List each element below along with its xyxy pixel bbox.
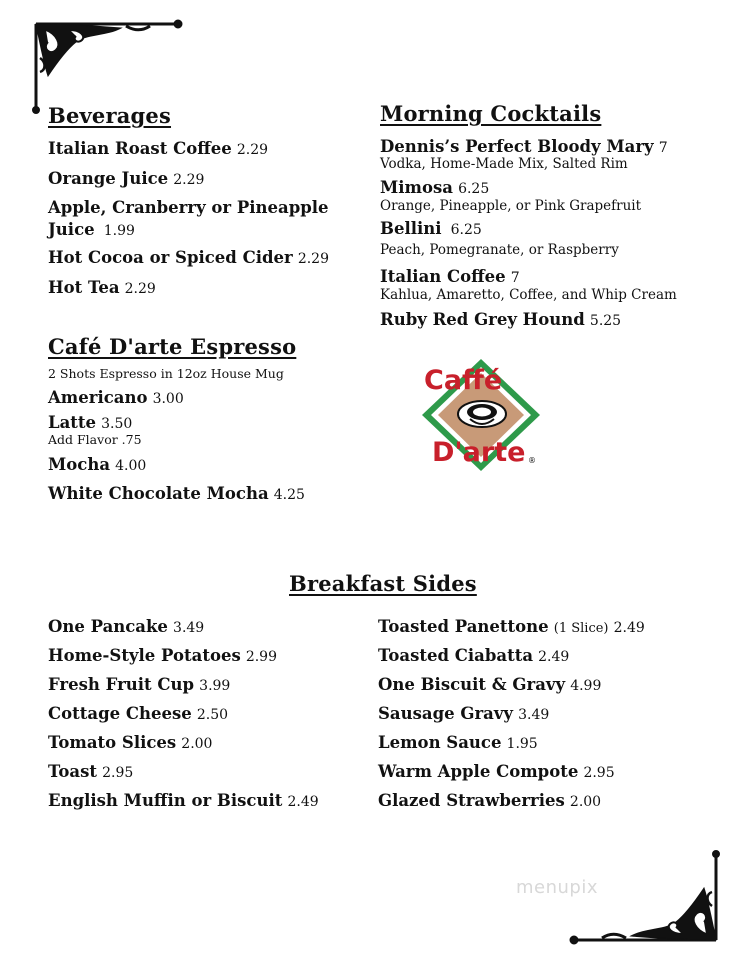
- menu-item: [378, 733, 538, 754]
- item-name: Orange Juice: [48, 169, 169, 188]
- menu-item: [48, 617, 204, 638]
- item-price: 6.25: [450, 222, 482, 238]
- item-price: 6.25: [458, 181, 490, 197]
- menupix-watermark: menupix: [516, 877, 599, 898]
- item-name: Glazed Strawberries: [378, 791, 565, 810]
- menu-item: [378, 646, 569, 667]
- item-name: Toasted Panettone: [378, 617, 549, 636]
- item-price: 2.29: [173, 172, 205, 188]
- logo-registered-mark: ®: [528, 456, 536, 465]
- espresso-subtitle: 2 Shots Espresso in 12oz House Mug: [48, 366, 284, 381]
- item-price: 2.50: [196, 707, 229, 723]
- item-name: White Chocolate Mocha: [48, 484, 269, 503]
- menu-item: [380, 219, 482, 240]
- item-price: 1.99: [103, 223, 135, 239]
- menu-item: [48, 388, 184, 409]
- item-name: One Biscuit & Gravy: [378, 675, 566, 694]
- menu-item: [48, 704, 228, 725]
- item-price: 7: [658, 140, 668, 156]
- item-note: (1 Slice): [553, 621, 609, 636]
- item-price: 4.25: [273, 487, 305, 503]
- item-name: Lemon Sauce: [378, 733, 502, 752]
- item-price: 2.95: [102, 765, 134, 781]
- item-name: Toasted Ciabatta: [378, 646, 534, 665]
- menu-item: [48, 169, 204, 190]
- menu-item: [48, 248, 329, 269]
- item-name: Italian Coffee: [380, 267, 506, 286]
- item-price: 2.29: [236, 142, 269, 158]
- item-name: Mimosa: [380, 178, 453, 197]
- item-name: Americano: [48, 388, 148, 407]
- item-price: 3.49: [173, 620, 205, 636]
- breakfast-sides-heading: Breakfast Sides: [289, 571, 477, 596]
- item-price: 2.95: [583, 765, 615, 781]
- item-name: Apple, Cranberry or Pineapple: [48, 198, 329, 217]
- item-description: Orange, Pineapple, or Pink Grapefruit: [380, 198, 642, 214]
- menu-item: [48, 733, 212, 754]
- espresso-heading: Café D'arte Espresso: [48, 334, 297, 359]
- menu-item: [378, 704, 549, 725]
- menu-item: [380, 267, 520, 288]
- item-price: 2.29: [297, 251, 329, 267]
- menu-item: [48, 413, 132, 434]
- item-price: 2.99: [245, 649, 277, 665]
- item-name: Hot Cocoa or Spiced Cider: [48, 248, 293, 267]
- item-description: Vodka, Home-Made Mix, Salted Rim: [380, 156, 628, 172]
- item-price: 1.95: [506, 736, 538, 752]
- item-price: 4.99: [570, 678, 602, 694]
- item-name: Mocha: [48, 455, 111, 474]
- item-name: Warm Apple Compote: [378, 762, 579, 781]
- item-price: 2.00: [569, 794, 602, 810]
- item-price: 2.49: [538, 649, 570, 665]
- item-name: Home-Style Potatoes: [48, 646, 241, 665]
- menu-item: [380, 310, 621, 331]
- beverages-heading: Beverages: [48, 103, 172, 128]
- menu-item: [48, 675, 230, 696]
- menu-item: [48, 791, 319, 812]
- corner-ornament-bottom-right-icon: [566, 850, 726, 950]
- item-description: Kahlua, Amaretto, Coffee, and Whip Cream: [380, 287, 677, 303]
- item-name: Ruby Red Grey Hound: [380, 310, 585, 329]
- item-name-line2: Juice: [48, 220, 95, 239]
- item-name: Italian Roast Coffee: [48, 139, 232, 158]
- item-name: Toast: [48, 762, 97, 781]
- menu-item: [378, 675, 601, 696]
- item-name: Dennis’s Perfect Bloody Mary: [380, 137, 654, 156]
- item-price: 4.00: [115, 458, 147, 474]
- menu-item: [48, 646, 277, 667]
- item-price: 2.49: [613, 620, 645, 636]
- menu-item: [48, 762, 133, 783]
- item-name: Cottage Cheese: [48, 704, 192, 723]
- menu-item: [48, 220, 135, 241]
- item-name: Fresh Fruit Cup: [48, 675, 195, 694]
- menu-item: [48, 139, 268, 160]
- item-name: Sausage Gravy: [378, 704, 514, 723]
- item-name: Bellini: [380, 219, 442, 238]
- menu-item: [48, 198, 329, 218]
- item-name: English Muffin or Biscuit: [48, 791, 283, 810]
- menu-item: [380, 178, 489, 199]
- item-price: 2.29: [124, 281, 156, 297]
- item-note: Add Flavor .75: [48, 432, 142, 447]
- item-price: 3.00: [152, 391, 184, 407]
- item-price: 2.00: [181, 736, 213, 752]
- menu-item: [48, 278, 156, 299]
- item-name: One Pancake: [48, 617, 168, 636]
- cocktails-heading: Morning Cocktails: [380, 101, 602, 126]
- menu-item: [378, 791, 601, 812]
- corner-ornament-top-left-icon: [26, 14, 186, 114]
- item-price: 3.50: [101, 416, 133, 432]
- menu-item: [378, 762, 615, 783]
- item-price: 3.49: [518, 707, 550, 723]
- item-price: 3.99: [199, 678, 231, 694]
- logo-line2: D'arte: [432, 437, 526, 468]
- menu-item: [380, 137, 668, 158]
- item-description: Peach, Pomegranate, or Raspberry: [380, 242, 619, 258]
- item-price: 5.25: [589, 313, 622, 329]
- item-price: 7: [510, 270, 520, 286]
- menu-item: [48, 455, 146, 476]
- item-name: Tomato Slices: [48, 733, 177, 752]
- caffe-darte-logo: [420, 357, 542, 473]
- menu-item: [378, 617, 645, 639]
- logo-line1: Caffé: [424, 365, 503, 396]
- item-price: 2.49: [287, 794, 319, 810]
- item-name: Hot Tea: [48, 278, 120, 297]
- menu-item: [48, 484, 305, 505]
- item-name: Latte: [48, 413, 97, 432]
